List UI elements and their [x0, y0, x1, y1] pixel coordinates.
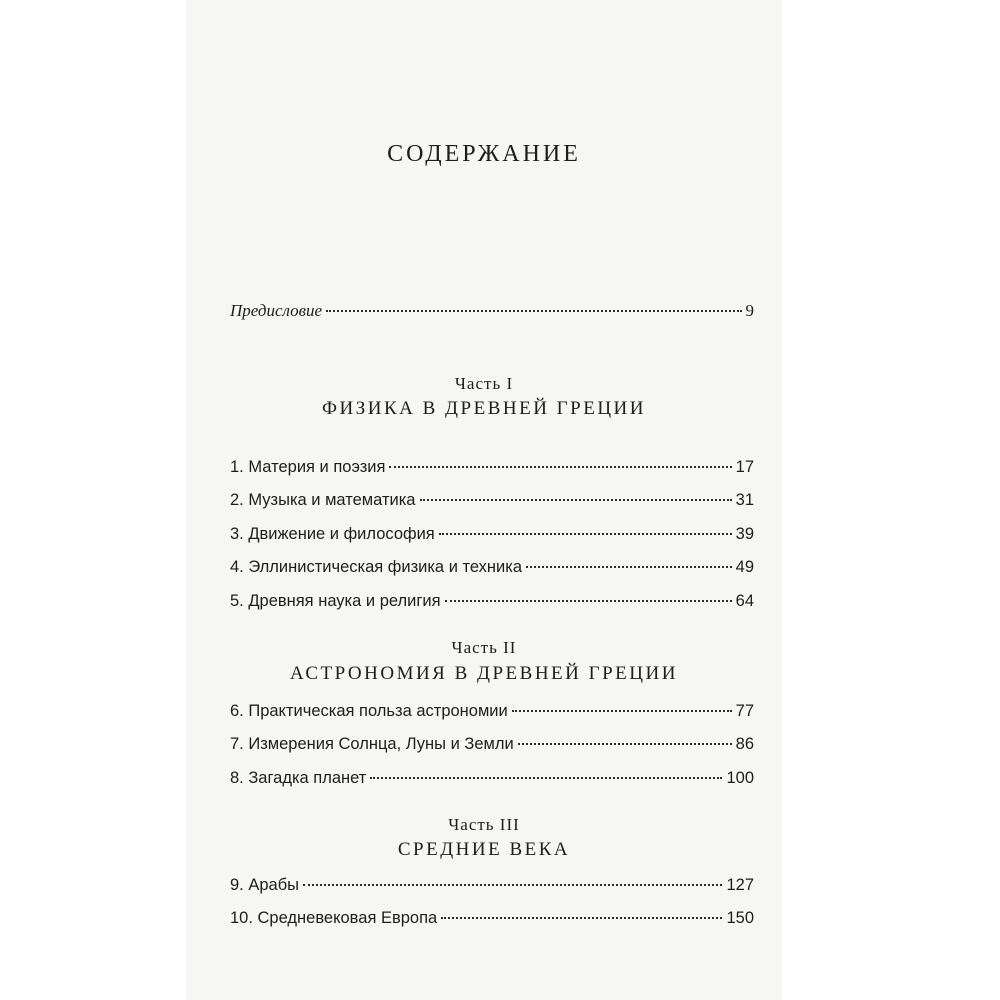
toc-entry-label: 7. Измерения Солнца, Луны и Земли — [230, 735, 514, 753]
toc-entry — [230, 525, 754, 547]
toc-entry — [230, 735, 754, 757]
dot-leader — [326, 310, 741, 312]
page-title: СОДЕРЖАНИЕ — [387, 141, 581, 167]
toc-entry — [230, 592, 754, 614]
toc-entry-label: 8. Загадка планет — [230, 769, 367, 787]
dot-leader — [389, 466, 731, 468]
toc-entry — [230, 769, 754, 791]
toc-entry-label: 3. Движение и философия — [230, 525, 435, 543]
dot-leader — [370, 777, 722, 779]
dot-leader — [439, 533, 732, 535]
book-page — [186, 0, 782, 1000]
dot-leader — [303, 884, 722, 886]
toc-entry-label: 2. Музыка и математика — [230, 491, 416, 509]
toc-entry-page: 17 — [735, 458, 754, 476]
toc-entry-label: 9. Арабы — [230, 876, 300, 894]
toc-entry-page: 127 — [726, 876, 754, 894]
toc-entry-label: 4. Эллинистическая физика и техника — [230, 558, 523, 576]
toc-entry — [230, 909, 754, 931]
toc-entry-preface — [230, 301, 754, 323]
dot-leader — [445, 600, 732, 602]
toc-entry — [230, 558, 754, 580]
toc-entry-label: 5. Древняя наука и религия — [230, 592, 441, 610]
toc-entry-label: 6. Практическая польза астрономии — [230, 702, 508, 720]
toc-entry-label: 10. Средневековая Европа — [230, 909, 438, 927]
part-title: СРЕДНИЕ ВЕКА — [397, 839, 571, 860]
toc-entry — [230, 491, 754, 513]
part-title: ФИЗИКА В ДРЕВНЕЙ ГРЕЦИИ — [322, 398, 646, 419]
toc-entry-page: 64 — [735, 592, 754, 610]
toc-entry-page: 9 — [745, 301, 754, 320]
dot-leader — [518, 743, 732, 745]
toc-entry-label: Предисловие — [230, 301, 323, 320]
dot-leader — [512, 710, 732, 712]
toc-entry — [230, 702, 754, 724]
toc-entry-page: 77 — [735, 702, 754, 720]
toc-entry-page: 39 — [735, 525, 754, 543]
toc-entry — [230, 458, 754, 480]
part-label: Часть I — [454, 374, 514, 393]
part-label: Часть II — [451, 638, 517, 657]
part-label: Часть III — [448, 815, 520, 834]
toc-entry-page: 86 — [735, 735, 754, 753]
toc-entry-page: 150 — [726, 909, 754, 927]
dot-leader — [526, 566, 732, 568]
toc-entry-page: 100 — [726, 769, 754, 787]
toc-entry — [230, 876, 754, 898]
toc-entry-page: 49 — [735, 558, 754, 576]
toc-entry-page: 31 — [735, 491, 754, 509]
dot-leader — [441, 917, 722, 919]
part-title: АСТРОНОМИЯ В ДРЕВНЕЙ ГРЕЦИИ — [290, 663, 678, 684]
toc-entry-label: 1. Материя и поэзия — [230, 458, 386, 476]
dot-leader — [420, 499, 732, 501]
